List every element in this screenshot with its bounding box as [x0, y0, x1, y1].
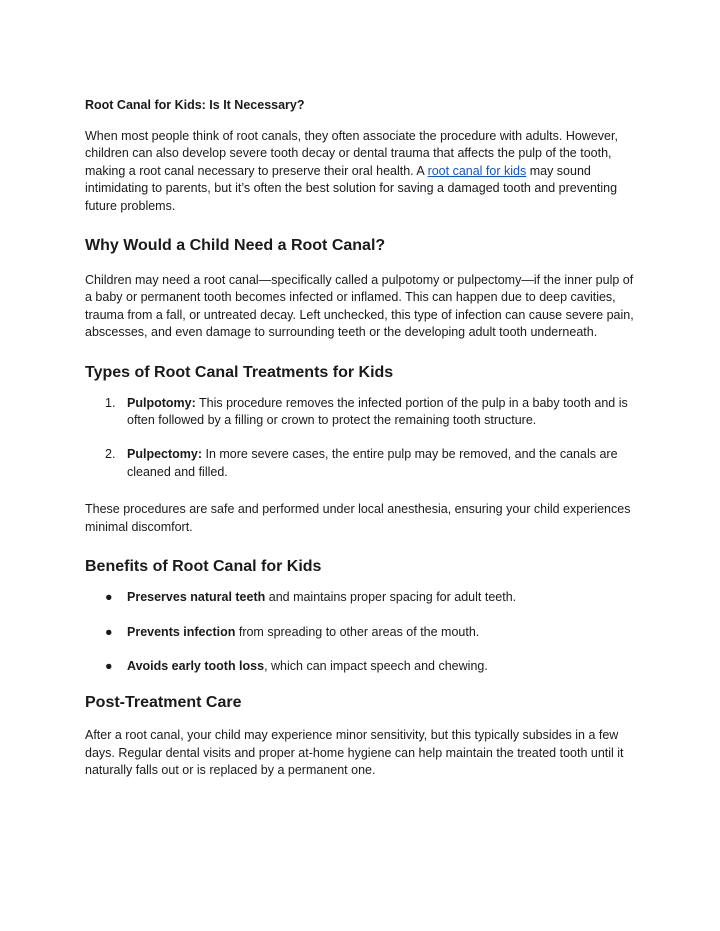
- list-item-term: Pulpectomy:: [127, 447, 203, 462]
- list-item: [85, 624, 640, 641]
- root-canal-for-kids-link[interactable]: root canal for kids: [427, 163, 527, 178]
- intro-text-after-link: may sound intimidating to parents, but it’s often the best solution for saving a damaged tooth and preventing future problems.: [85, 163, 618, 213]
- post-treatment-heading: Post-Treatment Care: [85, 694, 242, 712]
- procedures-paragraph: These procedures are safe and performed under local anesthesia, ensuring your child experiences minimal discomfort.: [85, 502, 631, 534]
- types-heading: Types of Root Canal Treatments for Kids: [85, 363, 394, 381]
- list-item: [85, 589, 640, 606]
- list-item-term: Pulpotomy:: [127, 395, 196, 410]
- list-item-term: Prevents infection: [127, 624, 236, 639]
- list-item: [85, 395, 640, 430]
- types-list: [85, 395, 640, 482]
- list-item-text: and maintains proper spacing for adult teeth.: [265, 590, 517, 605]
- list-item-term: Preserves natural teeth: [127, 590, 266, 605]
- list-item-text: , which can impact speech and chewing.: [264, 658, 488, 673]
- intro-paragraph: [85, 128, 640, 215]
- bullet-icon: ●: [105, 658, 113, 673]
- document-page: [85, 97, 640, 780]
- bullet-icon: ●: [105, 624, 113, 639]
- list-item-term: Avoids early tooth loss: [127, 658, 265, 673]
- list-item-text: from spreading to other areas of the mouth.: [235, 624, 480, 639]
- post-treatment-paragraph: After a root canal, your child may experience minor sensitivity, but this typically subsides in a few days. Regular dental visits and proper at-home hygiene can help maintain the treated tooth until it naturally falls out or is replaced by a permanent one.: [85, 728, 624, 778]
- list-item: [85, 446, 640, 481]
- intro-text-before-link: When most people think of root canals, they often associate the procedure with adults. However, children can also develop severe tooth decay or dental trauma that affects the pulp of the tooth, making a root canal necessary to preserve their oral health. A: [85, 129, 618, 178]
- list-number: 1.: [105, 395, 116, 410]
- benefits-list: [85, 589, 640, 675]
- bullet-icon: ●: [105, 590, 113, 605]
- why-paragraph: Children may need a root canal—specifically called a pulpotomy or pulpectomy—if the inner pulp of a baby or permanent tooth becomes infected or inflamed. This can happen due to deep cavities, trauma from a fall, or untreated decay. Left unchecked, this type of infection can cause severe pain, abscesses, and even damage to surrounding teeth or the developing adult tooth underneath.: [85, 273, 634, 340]
- list-item: [85, 658, 640, 675]
- list-item-text: This procedure removes the infected portion of the pulp in a baby tooth and is often followed by a filling or crown to protect the remaining tooth structure.: [127, 395, 628, 428]
- document-title: Root Canal for Kids: Is It Necessary?: [85, 98, 305, 112]
- list-item-text: In more severe cases, the entire pulp may be removed, and the canals are cleaned and filled.: [127, 447, 618, 479]
- benefits-heading: Benefits of Root Canal for Kids: [85, 558, 322, 576]
- why-heading: Why Would a Child Need a Root Canal?: [85, 237, 386, 255]
- list-number: 2.: [105, 447, 116, 462]
